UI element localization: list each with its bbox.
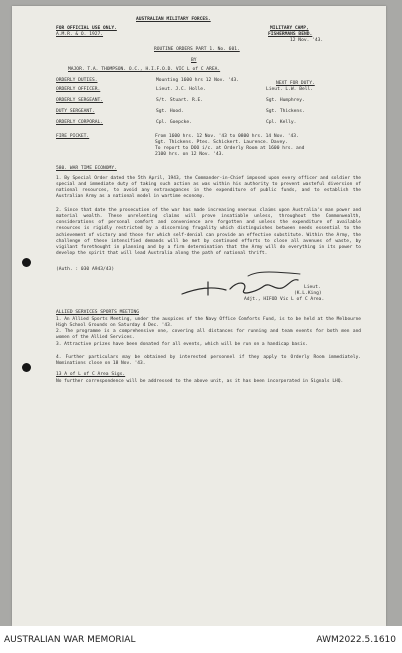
duty-label-orderly-corporal: ORDERLY CORPORAL. (56, 120, 104, 125)
sports-item-3: 3. Attractive prizes have been donated for all events, which will be run on a handicap basis. (56, 342, 308, 347)
duty-label-orderly-duties: ORDERLY DUTIES. (56, 78, 98, 83)
duty-today-orderly-duties: Mounting 1600 hrs 12 Nov. '43. (156, 78, 239, 83)
document-page (12, 6, 386, 626)
duty-next-duty-sergeant: Sgt. Thickens. (266, 109, 305, 114)
duty-today-orderly-sergeant: S/t. Stuart. R.E. (156, 98, 204, 103)
fire-picket-label: FIRE PICKET. (56, 134, 90, 139)
duty-next-orderly-officer: Lieut. L.W. Bell. (266, 87, 314, 92)
accession-number: AWM2022.5.1610 (316, 635, 396, 645)
archive-name: AUSTRALIAN WAR MEMORIAL (4, 635, 136, 645)
order-title: ROUTINE ORDERS PART 1. No. 601. (154, 47, 240, 52)
archive-footer (0, 626, 402, 653)
economy-paragraph-2: 2. Since that date the prosecution of the war has made increasing onerous claims upon Australia's man power and material wealth. These unrelenting claims will prove insatiable unless, throughout the Commonwealth, considerations of personal comfort and convenience are forgotten and unless the expenditure of available resources is rigidly restricted by a discerning frugality which distinguishes between needs essential to the achievement of victory and those for which self-denial can provide an effective substitute. Within the Army, the challenge of these intensified demands will be met by continued efforts to close all avenues of waste, by vigilant forethought in planning and by a firm determination that the Army will do everything in its power to develop the spirit that will lead Australia along the path of national thrift. (56, 208, 361, 257)
signatory-appointment: Adjt., HIFOD Vic L of C Area. (244, 297, 325, 302)
punch-hole (22, 258, 31, 267)
duty-label-orderly-officer: ORDERLY OFFICER. (56, 87, 101, 92)
duty-next-orderly-sergeant: Sgt. Humphrey. (266, 98, 305, 103)
next-for-duty-heading: NEXT FOR DUTY. (276, 81, 315, 86)
economy-paragraph-1: 1. By Special Order dated the 5th April, 1943, the Commander-in-Chief imposed upon every officer and soldier the special and immediate duty of taking such action as was within his authority to prevent wasteful diversion of national resources, to avoid any extravagances in the expenditure of public funds, and to establish the Australian Army as a national model in wartime economy. (56, 176, 361, 200)
fire-picket-line: To report to DOO i/c. at Orderly Room at 1600 hrs. and (155, 146, 305, 151)
by-label: BY (191, 58, 197, 63)
section-heading-signals: 13 A of L of C Area Sigs. (56, 372, 126, 377)
order-date: 12 Nov. '43. (290, 38, 324, 43)
section-heading-economy: 580. WAR TIME ECONOMY. (56, 166, 117, 171)
regulation-ref: A.M.R. & O. 1927. (56, 32, 104, 37)
unit-place: FISHERMANS BEND. (268, 32, 313, 37)
fire-picket-line: 2100 hrs. on 12 Nov. '43. (155, 152, 225, 157)
duty-today-orderly-officer: Lieut. J.C. Holle. (156, 87, 206, 92)
duty-today-duty-sergeant: Sgt. Hood. (156, 109, 184, 114)
duty-next-orderly-corporal: Cpl. Kelly. (266, 120, 297, 125)
duty-label-orderly-sergeant: ORDERLY SERGEANT. (56, 98, 104, 103)
signatory-rank: Lieut. (304, 285, 321, 290)
sports-item-1: 1. An Allied Sports Meeting, under the auspices of the Navy Office Comforts Fund, is to be held at the Melbourne High School Grounds on Saturday 4 Dec. '43. (56, 317, 361, 329)
sports-item-2: 2. The programme is a comprehensive one, covering all distances for running and team events for both men and women of the Allied Services. (56, 329, 361, 341)
fire-picket-line: Sgt. Thickens. Ptes. Schickert. Laurence. Davey. (155, 140, 288, 145)
authority-reference: (Auth. : 030 A943/43) (56, 267, 115, 272)
duty-label-duty-sergeant: DUTY SERGEANT. (56, 109, 95, 114)
commander-line: MAJOR. T.A. THOMPSON. O.C., H.I.F.O.D. VIC L of C AREA. (68, 67, 221, 72)
security-heading: AUSTRALIAN MILITARY FORCES. (136, 17, 211, 22)
handwritten-signature (178, 268, 308, 298)
signatory-name: (K.L.King) (294, 291, 322, 296)
official-use-label: FOR OFFICIAL USE ONLY. (56, 26, 117, 31)
sports-item-4: 4. Further particulars may be obtained by interested personnel if they apply to Orderly Room immediately. Nominations close on 18 Nov. '43. (56, 355, 361, 367)
duty-today-orderly-corporal: Cpl. Goepcke. (156, 120, 192, 125)
section-heading-sports: ALLIED SERVICES SPORTS MEETING (56, 310, 139, 315)
fire-picket-line: From 1600 hrs. 12 Nov. '43 to 0800 hrs. 14 Nov. '43. (155, 134, 299, 139)
punch-hole (22, 363, 31, 372)
signals-text: No further correspondence will be addressed to the above unit, as it has been incorporated in Signals LHQ. (56, 379, 344, 384)
unit-location: MILITARY CAMP, (270, 26, 309, 31)
